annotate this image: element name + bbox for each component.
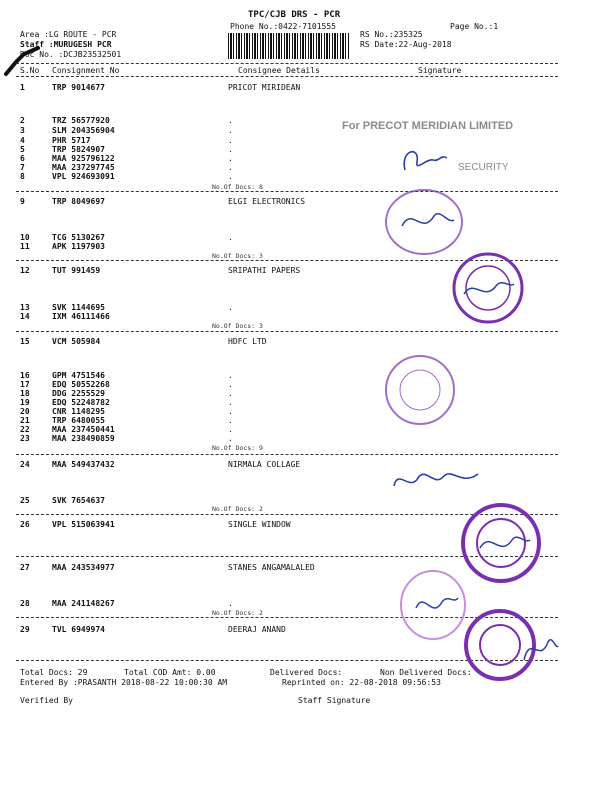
group-divider [16,331,558,332]
consignee-name: SINGLE WINDOW [228,520,291,529]
docs-count: No.Of Docs: 9 [212,444,263,452]
consignment-number: IXM 46111466 [52,312,110,321]
consignment-number: MAA 238490859 [52,434,115,443]
row-number: 29 [20,625,30,634]
row-number: 6 [20,154,25,163]
security-stamp-text: SECURITY [458,162,509,173]
row-number: 24 [20,460,30,469]
non-delivered-docs: Non Delivered Docs: [380,668,472,677]
row-number: 5 [20,145,25,154]
consignment-number: TUT 991459 [52,266,101,275]
consignment-number: TRP 5824907 [52,145,105,154]
header-divider [16,63,558,64]
total-docs: Total Docs: 29 [20,668,88,677]
consignment-number: MAA 241148267 [52,599,115,608]
consignment-number: DDG 2255529 [52,389,105,398]
phone-number: Phone No.:0422-7101555 [230,22,336,31]
group-divider [16,191,558,192]
consignee-name: PRICOT MIRIDEAN [228,83,301,92]
row-number: 17 [20,380,30,389]
row-number: 28 [20,599,30,608]
consignment-number: TVL 6949974 [52,625,105,634]
row-number: 16 [20,371,30,380]
round-stamp [458,500,544,586]
consignment-number: TRP 6480055 [52,416,105,425]
doc-number: Doc No. :DCJB23532501 [20,50,122,59]
column-header-no: S.No [20,66,40,75]
delivered-docs: Delivered Docs: [270,668,343,677]
precot-stamp-text: For PRECOT MERIDIAN LIMITED [342,120,514,132]
page-number: Page No.:1 [450,22,499,31]
row-number: 21 [20,416,30,425]
row-number: 13 [20,303,30,312]
consignment-number: SVK 7654637 [52,496,105,505]
consignment-number: TRP 9014677 [52,83,105,92]
signature-scribble [395,140,465,180]
row-number: 9 [20,197,25,206]
consignment-number: MAA 243534977 [52,563,115,572]
consignment-number: MAA 549437432 [52,460,115,469]
round-stamp [398,568,468,642]
docs-count: No.Of Docs: 2 [212,505,263,513]
staff-signature-label: Staff Signature [298,696,371,705]
docs-count: No.Of Docs: 2 [212,609,263,617]
consignment-number: MAA 925796122 [52,154,115,163]
consignee-name: STANES ANGAMALALED [228,563,315,572]
rs-number: RS No.:235325 [360,30,423,39]
row-number: 2 [20,116,25,125]
consignment-number: CNR 1148295 [52,407,105,416]
consignment-number: EDQ 50552268 [52,380,110,389]
row-number: 19 [20,398,30,407]
verified-by-label: Verified By [20,696,73,705]
docs-count: No.Of Docs: 3 [212,252,263,260]
consignment-number: EDQ 52248782 [52,398,110,407]
consignee-name: SRIPATHI PAPERS [228,266,301,275]
entered-by: Entered By :PRASANTH 2018-08-22 10:00:30 AM [20,678,228,687]
reprinted-on: Reprinted on: 22-08-2018 09:56:53 [282,678,441,687]
row-number: 26 [20,520,30,529]
consignment-number: SLM 204356904 [52,126,115,135]
row-number: 11 [20,242,30,251]
row-number: 14 [20,312,30,321]
consignee-name: ELGI ELECTRONICS [228,197,306,206]
consignment-number: PHR 5717 [52,136,91,145]
consignee-name: DEERAJ ANAND [228,625,286,634]
consignment-number: TCG 5130267 [52,233,105,242]
row-number: 7 [20,163,25,172]
row-number: 8 [20,172,25,181]
barcode [228,33,350,59]
consignment-number: APK 1197903 [52,242,105,251]
consignment-number: TRZ 56577920 [52,116,110,125]
row-number: 23 [20,434,30,443]
consignment-number: GPM 4751546 [52,371,105,380]
consignment-number: MAA 237450441 [52,425,115,434]
staff-label: Staff :MURUGESH PCR [20,40,112,49]
consignment-number: VPL 924693091 [52,172,115,181]
row-number: 20 [20,407,30,416]
column-header-consignment: Consignment No [52,66,120,75]
column-header-consignee: Consignee Details [238,66,320,75]
docs-count: No.Of Docs: 8 [212,183,263,191]
column-header-signature: Signature [418,66,462,75]
row-number: 18 [20,389,30,398]
area-label: Area :LG ROUTE - PCR [20,30,117,39]
group-divider [16,454,558,455]
round-stamp [380,350,460,430]
total-cod-amount: Total COD Amt: 0.00 [124,668,216,677]
consignment-number: VCM 505984 [52,337,101,346]
consignment-number: SVK 1144695 [52,303,105,312]
signature-scribble [388,462,488,498]
rs-date: RS Date:22-Aug-2018 [360,40,452,49]
row-number: 15 [20,337,30,346]
column-header-divider [16,76,558,77]
row-number: 22 [20,425,30,434]
row-number: 10 [20,233,30,242]
round-stamp [448,248,528,328]
docs-count: No.Of Docs: 3 [212,322,263,330]
consignee-name: NIRMALA COLLAGE [228,460,301,469]
row-number: 12 [20,266,30,275]
row-number: 25 [20,496,30,505]
consignment-number: VPL 515063941 [52,520,115,529]
row-number: 1 [20,83,25,92]
signature-scribble [520,630,560,670]
consignment-number: TRP 8049697 [52,197,105,206]
document-title: TPC/CJB DRS - PCR [248,10,341,20]
row-number: 27 [20,563,30,572]
row-number: 4 [20,136,25,145]
consignee-name: HDFC LTD [228,337,267,346]
row-number: 3 [20,126,25,135]
consignment-number: MAA 237297745 [52,163,115,172]
